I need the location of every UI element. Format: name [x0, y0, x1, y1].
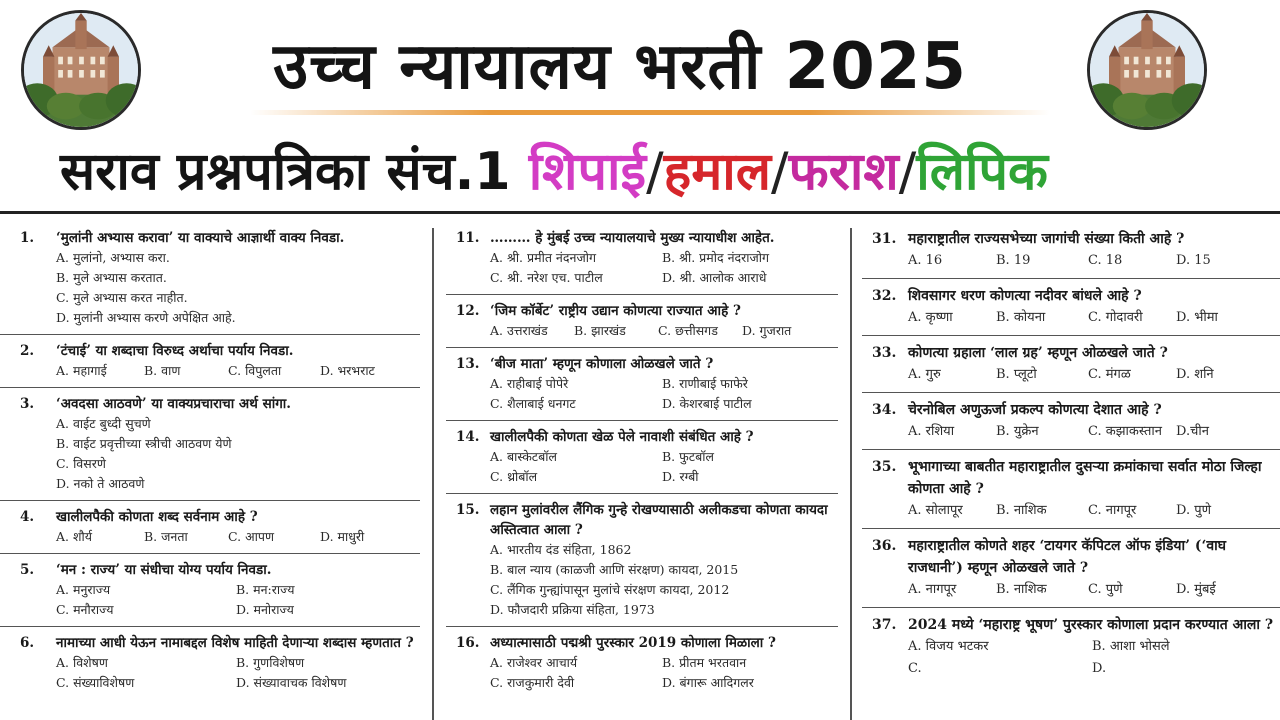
answer-option: B. प्लूटो [996, 367, 1037, 382]
answer-option: D. श्री. आलोक आराधे [662, 270, 767, 285]
question-text-row [862, 342, 1276, 364]
question-item [862, 222, 1280, 279]
answer-option: B. वाण [144, 363, 181, 378]
question-number: 3. [20, 396, 35, 412]
answer-option: B. प्रीतम भरतवान [662, 655, 747, 670]
answer-option: A. महागाई [56, 363, 107, 378]
answer-option: C. 18 [1088, 253, 1123, 268]
answer-option: C. नागपूर [1088, 503, 1137, 518]
question-number: 13. [456, 356, 480, 372]
answer-option: B. नाशिक [996, 582, 1047, 597]
answer-options [446, 447, 834, 487]
question-text-row [446, 228, 834, 248]
question-text-row [446, 354, 834, 374]
question-text: कोणत्या ग्रहाला ‘लाल ग्रह’ म्हणून ओळखले जाते ? [908, 345, 1168, 361]
question-number: 6. [20, 635, 35, 651]
question-item [862, 336, 1280, 393]
role-farash: फराश [788, 142, 899, 202]
answer-option: D. गुजरात [742, 323, 792, 338]
answer-option: B. 19 [996, 253, 1031, 268]
answer-option: C. शैलाबाई धनगट [490, 396, 576, 411]
question-number: 37. [872, 617, 897, 633]
answer-options [862, 421, 1276, 443]
answer-option: A. मुलांनो, अभ्यास करा. [56, 250, 170, 265]
answer-option: D.चीन [1176, 424, 1209, 439]
role-separator: / [646, 142, 664, 202]
page-title: उच्च न्यायालय भरती 2025 [273, 30, 967, 104]
question-item [446, 222, 838, 295]
answer-options [446, 374, 834, 414]
answer-options [862, 500, 1276, 522]
role-separator: / [898, 142, 917, 202]
answer-options [0, 248, 416, 328]
question-text-row [862, 399, 1276, 421]
answer-option: A. उत्तराखंड [490, 323, 548, 338]
answer-option: D. नको ते आठवणे [56, 476, 145, 491]
role-lipik: लिपिक [916, 142, 1048, 202]
answer-option: C. थ्रोबॉल [490, 469, 538, 484]
question-text-row [0, 633, 416, 653]
answer-option: D. रग्बी [662, 469, 699, 484]
question-text-row [862, 535, 1276, 579]
question-text: ……… हे मुंबई उच्च न्यायालयाचे मुख्य न्यायाधीश आहेत. [490, 230, 775, 246]
question-text: भूभागाच्या बाबतीत महाराष्ट्रातील दुसऱ्या क्रमांकाचा सर्वात मोठा जिल्हा कोणता आहे ? [908, 459, 1262, 497]
question-text-row [862, 614, 1276, 636]
answer-option: A. राजेश्वर आचार्य [490, 655, 578, 670]
question-number: 11. [456, 230, 480, 246]
question-item [862, 608, 1280, 686]
question-text: नामाच्या आधी येऊन नामाबद्दल विशेष माहिती देणाऱ्या शब्दास म्हणतात ? [56, 635, 414, 651]
answer-option: D. केशरबाई पाटील [662, 396, 752, 411]
high-court-logo-right [1087, 10, 1207, 130]
question-number: 14. [456, 429, 480, 445]
question-number: 5. [20, 562, 35, 578]
question-item [862, 529, 1280, 608]
question-text: ‘अवदसा आठवणे’ या वाक्यप्रचाराचा अर्थ सांगा. [56, 396, 291, 412]
answer-option: A. भारतीय दंड संहिता, 1862 [490, 542, 632, 557]
question-number: 35. [872, 459, 897, 475]
question-column-3 [862, 222, 1280, 720]
answer-option: D. मुंबई [1176, 582, 1216, 597]
question-text-row [0, 341, 416, 361]
page-subtitle [60, 134, 1240, 210]
answer-option: D. माधुरी [320, 529, 365, 544]
high-court-building-icon [24, 13, 138, 127]
question-number: 4. [20, 509, 35, 525]
question-text-row [862, 285, 1276, 307]
answer-option: A. विजय भटकर [908, 639, 989, 654]
answer-option: A. 16 [908, 253, 943, 268]
answer-options [446, 540, 834, 620]
question-item [0, 222, 420, 335]
answer-option: B. राणीबाई फाफेरे [662, 376, 748, 391]
answer-options [862, 636, 1276, 680]
question-text: ‘जिम कॉर्बेट’ राष्ट्रीय उद्यान कोणत्या राज्यात आहे ? [490, 303, 741, 319]
header [0, 0, 1280, 212]
answer-options [862, 364, 1276, 386]
question-number: 36. [872, 538, 897, 554]
answer-option: C. पुणे [1088, 582, 1123, 597]
question-text: खालीलपैकी कोणता शब्द सर्वनाम आहे ? [56, 509, 258, 525]
answer-option: C. मुले अभ्यास करत नाहीत. [56, 290, 188, 305]
question-number: 12. [456, 303, 480, 319]
answer-options [446, 248, 834, 288]
question-item [446, 348, 838, 421]
answer-options [446, 321, 834, 341]
answer-option: B. कोयना [996, 310, 1046, 325]
role-hamal: हमाल [663, 142, 772, 202]
question-text-row [446, 633, 834, 653]
question-text: ‘मुलांनी अभ्यास करावा’ या वाक्याचे आज्ञार्थी वाक्य निवडा. [56, 230, 345, 246]
answer-options [0, 414, 416, 494]
answer-option: D. मुलांनी अभ्यास करणे अपेक्षित आहे. [56, 310, 236, 325]
question-item [0, 501, 420, 554]
answer-option: D. भीमा [1176, 310, 1218, 325]
answer-options [0, 361, 416, 381]
answer-options [0, 527, 416, 547]
answer-option: C. [908, 661, 922, 676]
question-text: 2024 मध्ये ‘महाराष्ट्र भूषण’ पुरस्कार कोणाला प्रदान करण्यात आला ? [908, 617, 1274, 633]
title-underline [250, 110, 1050, 115]
answer-option: A. रशिया [908, 424, 955, 439]
answer-option: D. फौजदारी प्रक्रिया संहिता, 1973 [490, 602, 655, 617]
answer-option: C. विसरणे [56, 456, 106, 471]
column-divider [432, 228, 434, 720]
answer-option: B. गुणविशेषण [236, 655, 305, 670]
answer-options [0, 580, 416, 620]
answer-option: A. शौर्य [56, 529, 92, 544]
question-item [446, 627, 838, 699]
question-text: महाराष्ट्रातील कोणते शहर ‘टायगर कॅपिटल ऑफ इंडिया’ (‘वाघ राजधानी’) म्हणून ओळखले जाते ? [908, 538, 1227, 576]
answer-option: B. जनता [144, 529, 188, 544]
question-number: 2. [20, 343, 35, 359]
answer-option: B. फुटबॉल [662, 449, 714, 464]
question-text: अध्यात्मासाठी पद्मश्री पुरस्कार 2019 कोणाला मिळाला ? [490, 635, 776, 651]
question-number: 16. [456, 635, 480, 651]
question-text-row [0, 560, 416, 580]
question-number: 34. [872, 402, 897, 418]
question-number: 32. [872, 288, 897, 304]
question-text-row [0, 228, 416, 248]
answer-options [446, 653, 834, 693]
question-text: शिवसागर धरण कोणत्या नदीवर बांधले आहे ? [908, 288, 1142, 304]
answer-option: D. भरभराट [320, 363, 375, 378]
answer-options [862, 307, 1276, 329]
question-text-row [0, 507, 416, 527]
question-item [446, 494, 838, 627]
answer-option: C. आपण [228, 529, 274, 544]
question-text: चेरनोबिल अणुऊर्जा प्रकल्प कोणत्या देशात आहे ? [908, 402, 1162, 418]
answer-option: D. बंगारू आदिगलर [662, 675, 754, 690]
answer-option: C. गोदावरी [1088, 310, 1143, 325]
answer-option: B. आशा भोसले [1092, 639, 1170, 654]
answer-option: C. राजकुमारी देवी [490, 675, 575, 690]
question-number: 33. [872, 345, 897, 361]
answer-option: A. गुरु [908, 367, 941, 382]
role-shipai: शिपाई [528, 142, 647, 202]
answer-option: A. श्री. प्रमीत नंदनजोग [490, 250, 596, 265]
question-text-row [0, 394, 416, 414]
answer-option: B. झारखंड [574, 323, 626, 338]
answer-option: C. विपुलता [228, 363, 282, 378]
answer-option: B. मन:राज्य [236, 582, 295, 597]
answer-option: A. वाईट बुध्दी सुचणे [56, 416, 151, 431]
question-number: 15. [456, 502, 480, 518]
answer-option: B. श्री. प्रमोद नंदराजोग [662, 250, 770, 265]
answer-option: B. वाईट प्रवृत्तीच्या स्त्रीची आठवण येणे [56, 436, 232, 451]
question-number: 1. [20, 230, 35, 246]
column-divider [850, 228, 852, 720]
question-text-row [446, 500, 834, 540]
question-item [862, 279, 1280, 336]
question-item [862, 393, 1280, 450]
answer-option: C. छत्तीसगड [658, 323, 718, 338]
answer-option: C. संख्याविशेषण [56, 675, 135, 690]
answer-option: A. विशेषण [56, 655, 108, 670]
question-text: खालीलपैकी कोणता खेळ पेले नावाशी संबंधित आहे ? [490, 429, 754, 445]
answer-option: A. मनुराज्य [56, 582, 111, 597]
question-text: लहान मुलांवरील लैंगिक गुन्हे रोखण्यासाठी अलीकडचा कोणता कायदा अस्तित्वात आला ? [490, 502, 828, 538]
answer-options [0, 653, 416, 693]
answer-option: D. शनि [1176, 367, 1214, 382]
answer-option: A. राहीबाई पोपेरे [490, 376, 569, 391]
role-separator: / [771, 142, 789, 202]
subtitle-main: सराव प्रश्नपत्रिका संच.1 [60, 142, 529, 202]
answer-option: C. श्री. नरेश एच. पाटील [490, 270, 603, 285]
answer-options [862, 250, 1276, 272]
high-court-building-icon [1090, 13, 1204, 127]
answer-option: B. मुले अभ्यास करतात. [56, 270, 167, 285]
question-text: महाराष्ट्रातील राज्यसभेच्या जागांची संख्या किती आहे ? [908, 231, 1185, 247]
question-text-row [446, 427, 834, 447]
answer-option: C. लैंगिक गुन्ह्यांपासून मुलांचे संरक्षण कायदा, 2012 [490, 582, 730, 597]
question-text-row [446, 301, 834, 321]
answer-options [862, 579, 1276, 601]
question-item [446, 421, 838, 494]
answer-option: B. युक्रेन [996, 424, 1039, 439]
question-text: ‘बीज माता’ म्हणून कोणाला ओळखले जाते ? [490, 356, 714, 372]
question-text: ‘मन : राज्य’ या संधीचा योग्य पर्याय निवडा. [56, 562, 272, 578]
answer-option: C. कझाकस्तान [1088, 424, 1162, 439]
question-item [446, 295, 838, 348]
question-text: ‘टंचाई’ या शब्दाचा विरुध्द अर्थाचा पर्याय निवडा. [56, 343, 294, 359]
answer-option: A. बास्केटबॉल [490, 449, 557, 464]
answer-option: C. मंगळ [1088, 367, 1131, 382]
answer-option: B. बाल न्याय (काळजी आणि संरक्षण) कायदा, 2015 [490, 562, 739, 577]
answer-option: A. कृष्णा [908, 310, 953, 325]
question-text-row [862, 228, 1276, 250]
answer-option: A. नागपूर [908, 582, 957, 597]
answer-option: D. संख्यावाचक विशेषण [236, 675, 347, 690]
question-item [0, 554, 420, 627]
question-item [862, 450, 1280, 529]
question-column-2 [446, 222, 838, 720]
answer-option: B. नाशिक [996, 503, 1047, 518]
question-text-row [862, 456, 1276, 500]
answer-option: D. 15 [1176, 253, 1211, 268]
header-divider [0, 211, 1280, 214]
answer-option: C. मनौराज्य [56, 602, 114, 617]
answer-option: D. पुणे [1176, 503, 1212, 518]
question-item [0, 388, 420, 501]
answer-option: D. [1092, 661, 1107, 676]
question-item [0, 335, 420, 388]
high-court-logo-left [21, 10, 141, 130]
question-item [0, 627, 420, 699]
question-number: 31. [872, 231, 897, 247]
answer-option: A. सोलापूर [908, 503, 963, 518]
answer-option: D. मनोराज्य [236, 602, 294, 617]
question-column-1 [0, 222, 420, 720]
